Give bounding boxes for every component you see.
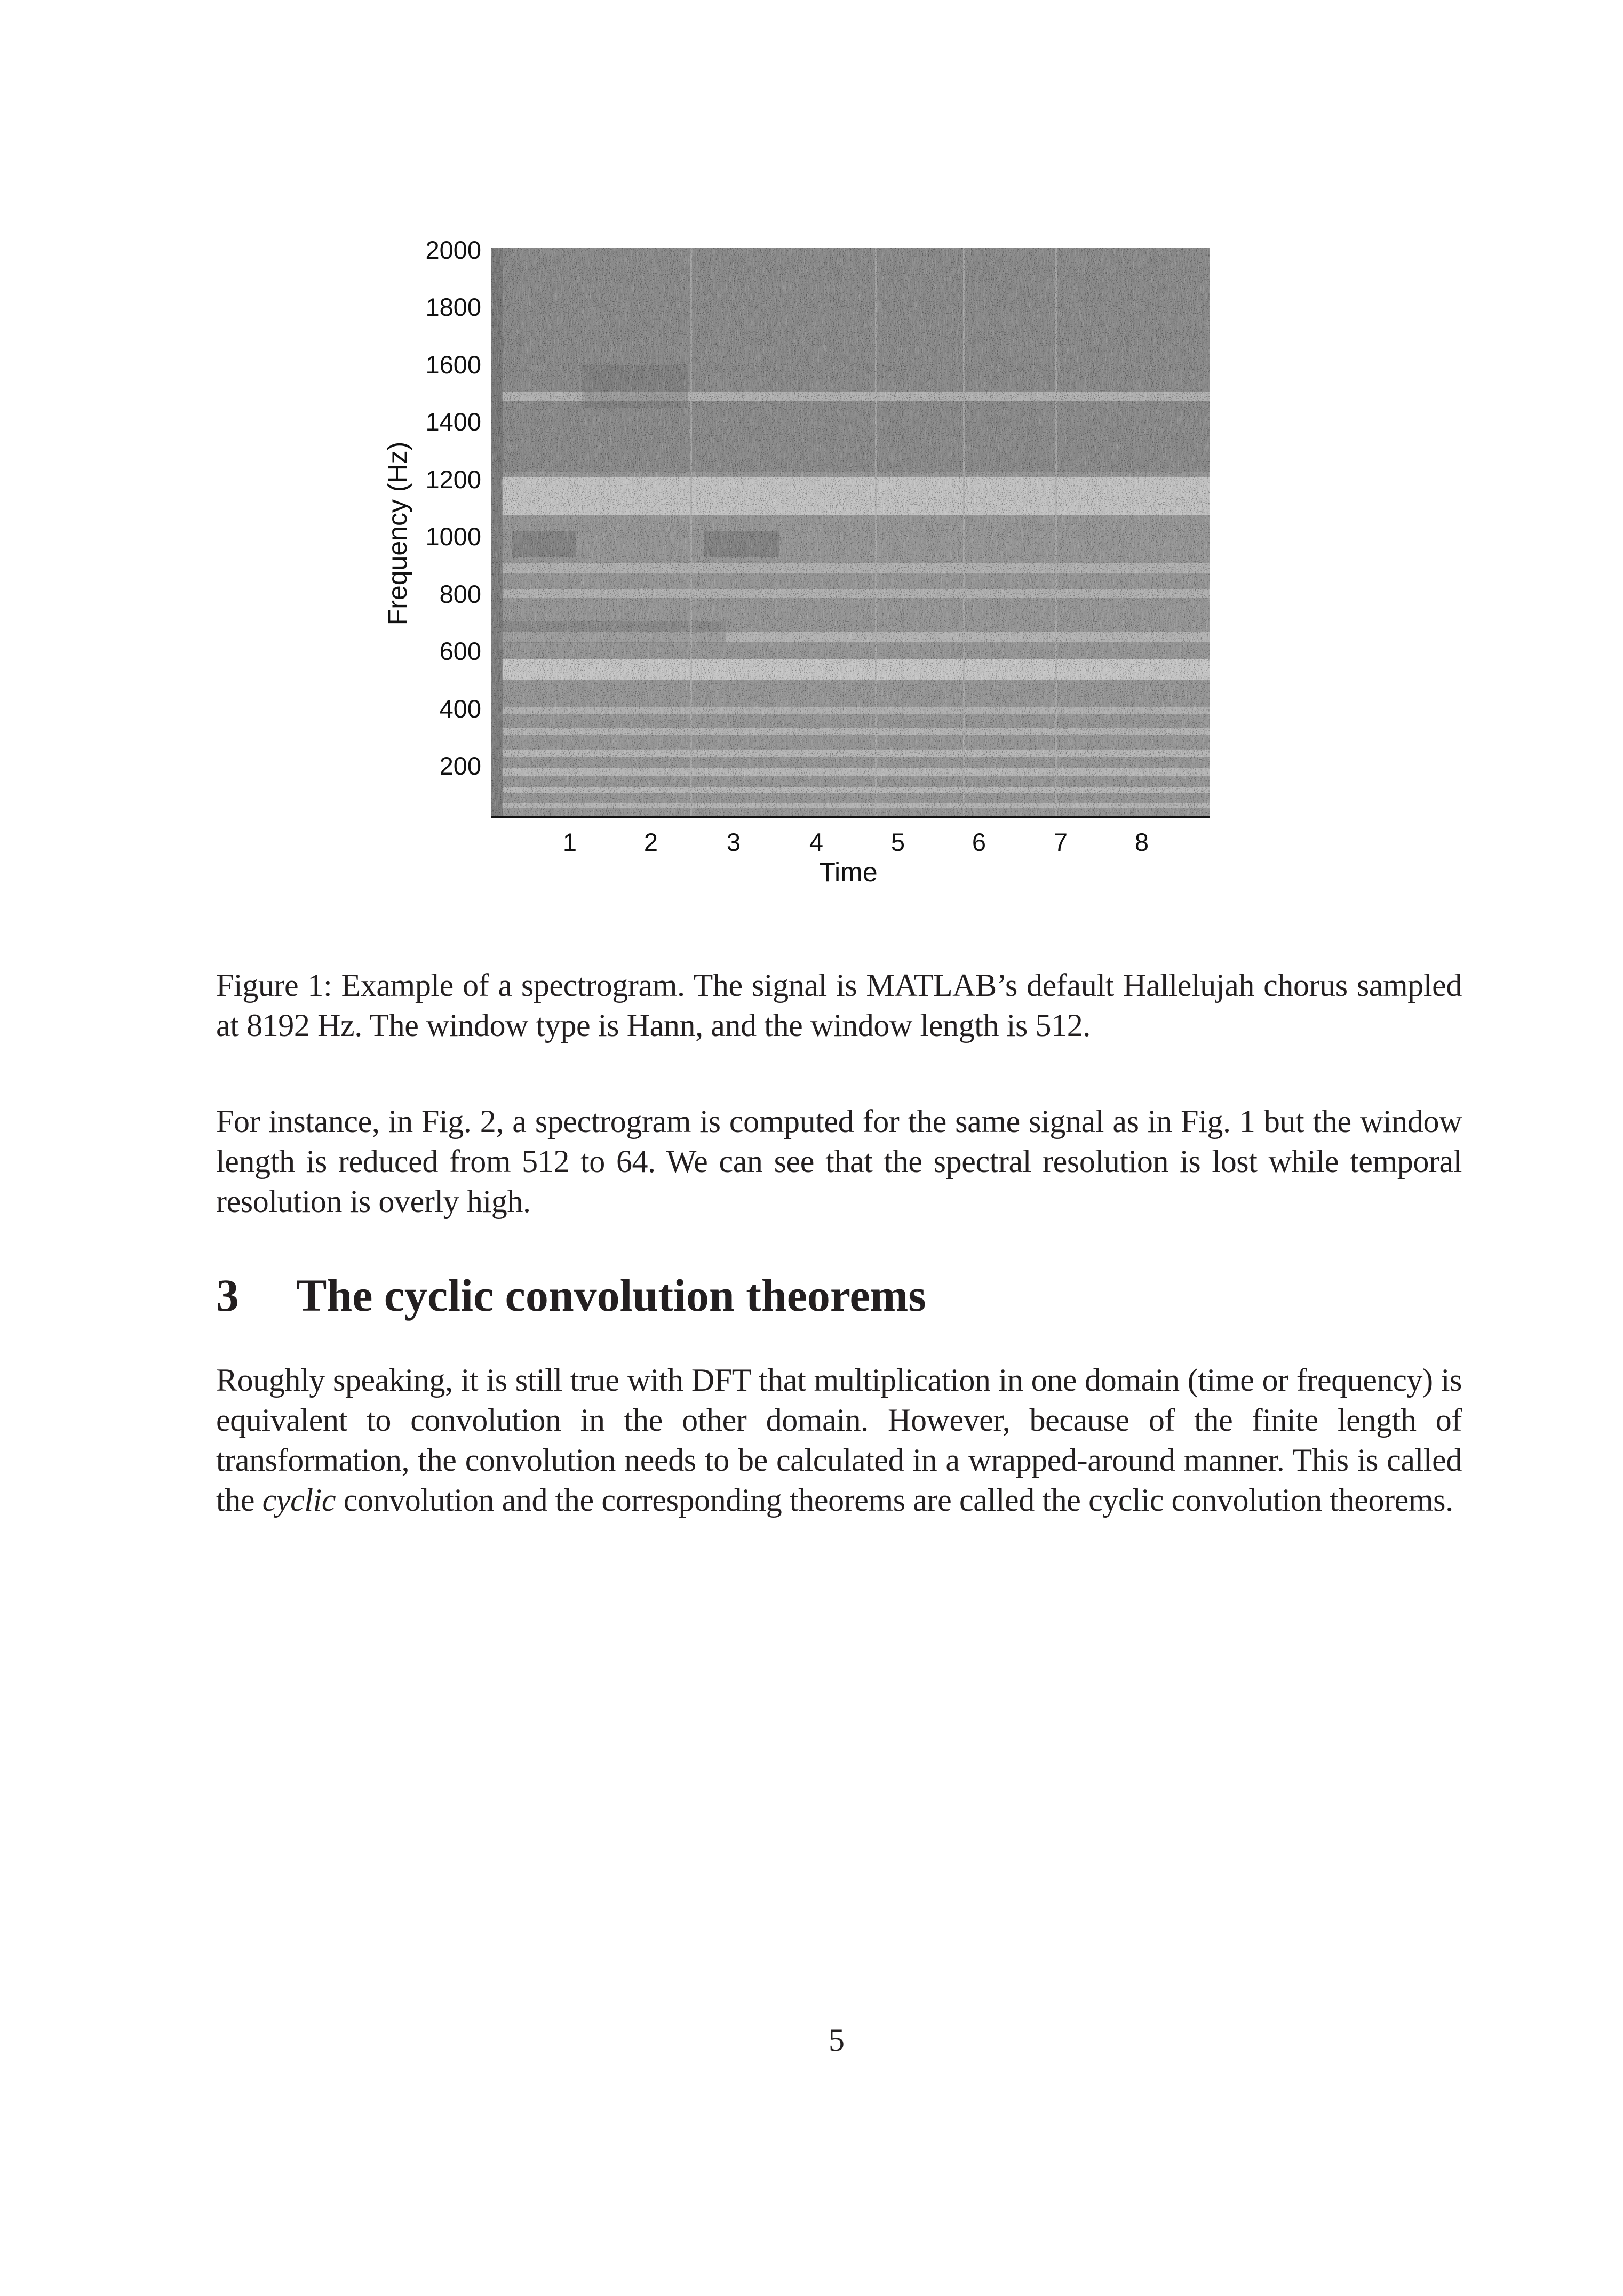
- emphasized-term: cyclic: [262, 1482, 336, 1518]
- y-tick: 2000: [425, 236, 481, 264]
- y-tick: 1000: [425, 522, 481, 551]
- paragraph-text: Roughly speaking, it is still true with DFT that multiplication in one domain (time or frequency) is equivalent to convolution in the other domain. However, because of the finite length of transformation, the convolution needs to be calculated in a wrapped-around manner. This is called the: [216, 1362, 1462, 1518]
- y-tick: 800: [439, 580, 481, 608]
- y-tick: 200: [439, 752, 481, 780]
- x-tick: 6: [972, 828, 986, 856]
- x-tick: 7: [1053, 828, 1068, 856]
- y-tick: 1800: [425, 293, 481, 321]
- section-heading: [216, 1270, 926, 1321]
- x-tick: 1: [562, 828, 577, 856]
- section-number: 3: [216, 1270, 239, 1321]
- x-tick: 5: [890, 828, 905, 856]
- page-number: 5: [829, 2022, 845, 2058]
- spectrogram-figure: [341, 224, 1248, 896]
- x-tick: 8: [1134, 828, 1149, 856]
- y-tick: 400: [439, 695, 481, 723]
- y-tick: 1600: [425, 350, 481, 379]
- figure-caption: Figure 1: Example of a spectrogram. The signal is MATLAB’s default Hallelujah chorus sampled at 8192 Hz. The window type is Hann, and the window length is 512.: [216, 968, 1462, 1043]
- x-tick: 4: [809, 828, 824, 856]
- spectrogram-image: [491, 248, 1210, 818]
- section-title: The cyclic convolution theorems: [296, 1270, 926, 1321]
- y-tick: 600: [439, 637, 481, 665]
- x-axis-label: Time: [819, 857, 878, 887]
- y-axis-label: Frequency (Hz): [383, 441, 412, 626]
- paragraph-text: convolution and the corresponding theorems are called the cyclic convolution theorems.: [336, 1482, 1453, 1518]
- x-tick: 2: [643, 828, 658, 856]
- x-tick: 3: [726, 828, 741, 856]
- body-paragraph: For instance, in Fig. 2, a spectrogram is computed for the same signal as in Fig. 1 but the window length is reduced from 512 to 64. We can see that the spectral resolution is lost while temporal resolution is overly high.: [216, 1104, 1462, 1219]
- body-paragraph: [216, 1360, 1462, 1520]
- y-tick: 1400: [425, 408, 481, 436]
- y-tick: 1200: [425, 465, 481, 493]
